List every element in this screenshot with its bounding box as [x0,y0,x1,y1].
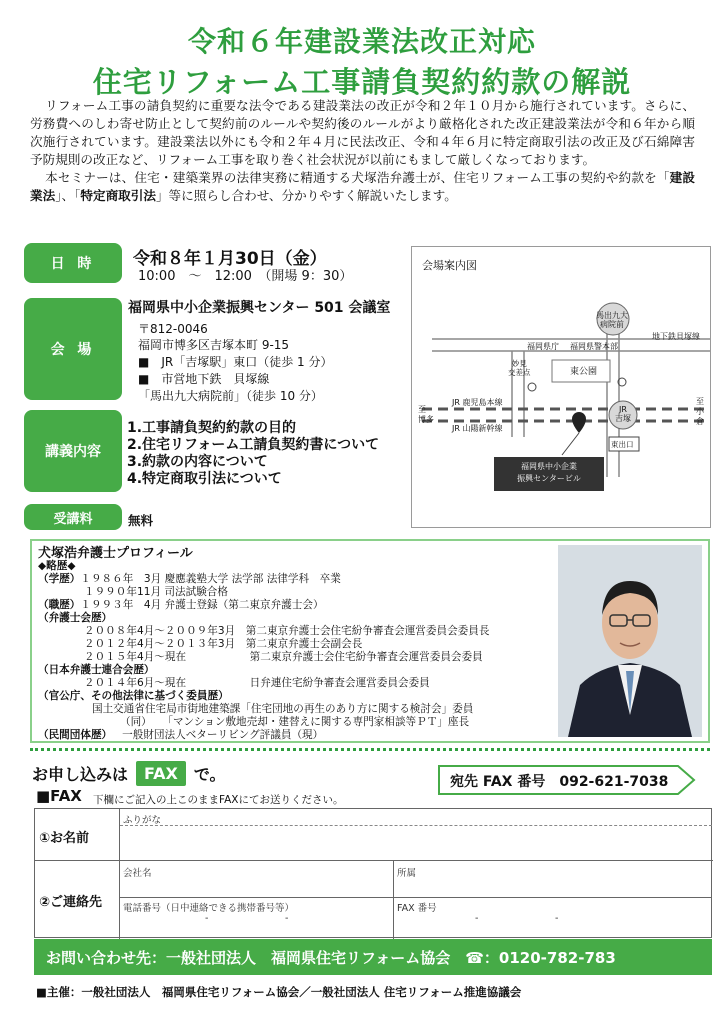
fee-value: 無料 [128,513,154,528]
profile-row: （弁護士会歴） [38,612,113,624]
lawyer-photo [558,545,702,737]
profile-row-label: （学歴） [38,573,81,585]
section-divider [30,748,710,751]
map-jr-kagoshima: JR 鹿児島本線 [452,398,503,407]
fax-note: 下欄にご記入の上このままFAXにてお送りください。 [93,794,344,806]
intro-p2-e: 」等に照らし合わせ、分かりやすく解説いたします。 [155,188,457,203]
map-building [494,461,604,485]
venue-access-1: ■ JR「吉塚駅」東口（徒歩 1 分） [138,355,333,369]
venue-access-3: 「馬出九大病院前」（徒歩 10 分） [138,389,323,403]
profile-row: （官公庁、その他法律に基づく委員歴） [38,690,229,702]
map-hakata [418,405,434,425]
fax-number-box [438,765,696,795]
profile-row: ２０１２年4月～２０１３年3月 第二東京弁護士会副会長 [84,638,363,650]
profile-title: 犬塚浩弁護士プロフィール [38,546,193,561]
form-row-contact [35,861,713,862]
phone-dash: - [285,913,289,924]
fax-label: FAX 番号 [397,903,437,914]
name-label: ①お名前 [39,831,90,846]
apply-post: で。 [193,765,226,784]
footer-organizer: ■主催：一般社団法人 福岡県住宅リフォーム協会／一般社団法人 住宅リフォーム推進協議会 [36,985,522,999]
map-shrine [508,359,531,377]
map-kokura [696,397,710,427]
company-label: 会社名 [123,868,152,879]
fax-heading: ■FAX [36,787,82,805]
content-item: 4.特定商取引法について [127,471,282,487]
intro-p2-c: 」、「 [55,188,81,203]
apply-heading [32,761,226,786]
map-east-exit: 東出口 [611,440,634,449]
map-kencho: 福岡県庁 [527,342,559,351]
map-jr-sanyo: JR 山陽新幹線 [452,424,503,433]
map-text: 吉塚 [615,414,631,423]
map-text: 馬出九大 [596,311,628,320]
fax-chip: FAX [136,761,186,786]
content-list [127,420,379,488]
venue-postal: 〒812-0046 [138,322,208,336]
map-jr-station [615,405,631,423]
map-subway: 地下鉄貝塚線 [652,332,700,341]
venue-access-2: ■ 市営地下鉄 貝塚線 [138,372,270,386]
phone-label: 電話番号（日中連絡できる携帯番号等） [123,903,295,914]
profile-row [38,727,323,742]
fax-dash: - [475,913,479,924]
form-row-divider [120,897,712,898]
form-divider [393,861,394,939]
title-line2: 住宅リフォーム工事請負契約約款の解説 [92,65,632,99]
intro-text [30,97,695,205]
map-text: 振興センタービル [517,474,581,483]
map-label: 会場案内図 [422,259,477,272]
map-station-top [596,311,628,329]
lawyer-profile [30,539,710,743]
profile-row-text: １９８６年 3月 慶應義塾大学 法学部 法律学科 卒業 [80,573,341,585]
map-text: 妙見 [511,359,527,368]
application-form [34,808,712,938]
profile-history-head: ◆略歴◆ [38,560,76,572]
map-text: 小倉 [696,407,704,426]
content-label: 講義内容 [24,410,122,492]
profile-row: ２０１４年6月～現在 日弁連住宅紛争審査会運営委員会委員 [84,677,430,689]
map-text: 福岡県中小企業 [521,462,577,471]
profile-row: ２０１５年4月～現在 第二東京弁護士会住宅紛争審査会運営委員会委員 [84,651,483,663]
content-item: 2.住宅リフォーム工請負契約書について [127,437,380,453]
fee-label: 受講料 [24,504,122,530]
intro-p2-bold2: 特定商取引法 [80,188,156,203]
portrait-drawing [558,545,702,737]
map-police: 福岡県警本部 [570,342,618,351]
dept-label: 所属 [397,868,417,879]
phone-dash: - [205,913,209,924]
venue-address: 福岡市博多区吉塚本町 9-15 [138,338,290,352]
map-text: 博多 [418,415,434,424]
profile-row-label: （職歴） [38,599,81,611]
fax-number: 宛先 FAX 番号 092-621-7038 [450,774,669,790]
date-label: 日 時 [24,243,122,283]
profile-row: 国土交通省住宅局市街地建築課「住宅団地の再生のあり方に関する検討会」委員 [92,703,474,715]
profile-row-label: （民間団体歴） [38,729,113,741]
apply-pre: お申し込みは [32,765,129,784]
profile-row: （日本弁護士連合会歴） [38,664,155,676]
fax-dash: - [555,913,559,924]
event-date: 令和８年１月30日（金） [133,249,327,269]
map-text: 至 [418,405,426,414]
content-item: 3.約款の内容について [127,454,268,470]
map-drawing [412,247,711,528]
intro-p2-bold1: 建設業法 [30,170,696,203]
profile-row-text: １９９３年 4月 弁護士登録（第二東京弁護士会） [80,599,324,611]
profile-row: １９９０年11月 司法試験合格 [84,586,228,598]
contact-bar: お問い合わせ先：一般社団法人 福岡県住宅リフォーム協会 ☎：0120-782-783 [34,939,712,975]
intro-paragraph-2 [30,169,695,205]
map-text: 交差点 [508,368,531,377]
furigana-label: ふりがな [123,815,162,826]
map-text: 病院前 [600,320,624,329]
intro-p2-a: 本セミナーは、住宅・建築業界の法律実務に精通する犬塚浩弁護士が、住宅リフォーム工事の契約や約款を「 [45,170,670,185]
furigana-divider [120,825,712,826]
profile-row-text: 一般財団法人ベターリビング評議員（現） [122,729,324,741]
venue-name: 福岡県中小企業振興センター 501 会議室 [128,300,391,316]
content-item: 1.工事請負契約約款の目的 [127,420,297,436]
event-time: 10:00 ～ 12:00 （開場 9：30） [138,269,353,284]
venue-label: 会 場 [24,298,122,400]
profile-row: （同） 「マンション敷地売却・建替えに関する専門家相談等ＰＴ」座長 [120,716,470,728]
map-text: JR [619,405,627,414]
map-text: 至 [696,397,704,406]
venue-map [411,246,711,528]
contact-label: ②ご連絡先 [39,895,103,910]
map-park: 東公園 [570,367,598,377]
title-line1: 令和６年建設業法改正対応 [187,25,536,58]
profile-row: ２００８年4月～２００９年3月 第二東京弁護士会住宅紛争審査会運営委員会委員長 [84,625,490,637]
intro-paragraph-1: リフォーム工事の請負契約に重要な法令である建設業法の改正が令和２年１０月から施行されています。さらに、労務費へのしわ寄せ防止として契約前のルールや契約後のルールがより厳格化された改正建設業法が令和６年から順次施行されています。建設業法以外にも令和２年４月に民法改正、令和４年６月に特定商取引法の改正及び石綿障害予防規則の改正など、リフォーム工事を取り巻く社会状況が以前にもまして厳しくなっております。 [30,98,695,167]
